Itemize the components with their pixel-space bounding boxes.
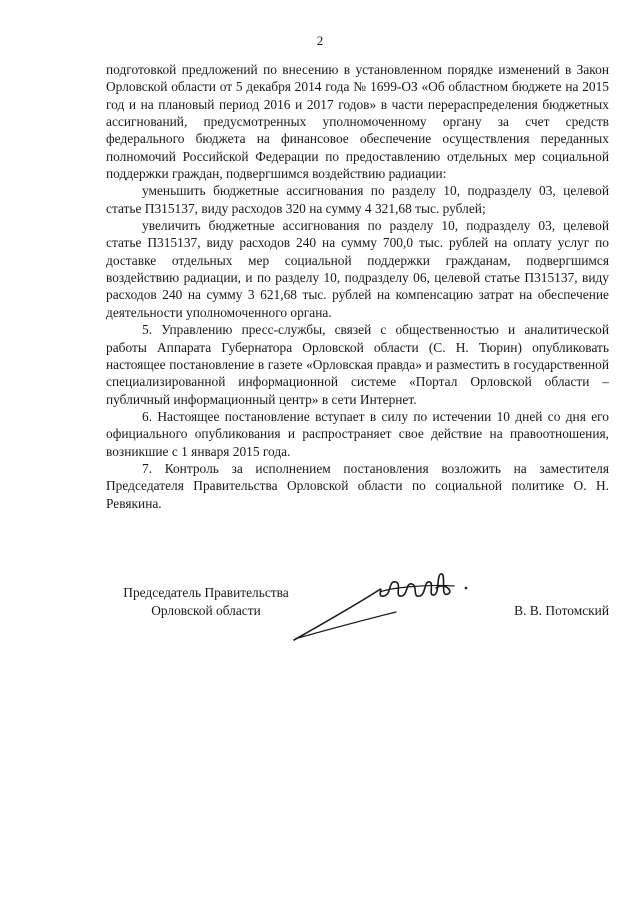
handwritten-signature: [284, 568, 474, 648]
paragraph-item-7: 7. Контроль за исполнением постановления возложить на заместителя Председателя Правительства Орловской области по социальной политике О. Н. Ревякина.: [106, 460, 609, 511]
signer-position-line2: Орловской области: [151, 603, 261, 618]
signer-name: В. В. Потомский: [514, 603, 609, 618]
paragraph-decrease: уменьшить бюджетные ассигнования по разделу 10, подразделу 03, целевой статье П315137, виду расходов 320 на сумму 4 321,68 тыс. рублей;: [106, 183, 609, 216]
document-body: [106, 61, 609, 512]
signer-position: [106, 584, 306, 620]
paragraph-intro: подготовкой предложений по внесению в установленном порядке изменений в Закон Орловской области от 5 декабря 2014 года № 1699-ОЗ «Об областном бюджете на 2015 год и на плановый период 2016 и 2017 годов» в части перераспределения бюджетных ассигнований, предусмотренных уполномоченному органу за счет средств федерального бюджета на финансовое обеспечение осуществления переданных полномочий Российской Федерации по предоставлению отдельных мер социальной поддержки граждан, подвергшимся воздействию радиации:: [106, 62, 609, 182]
signature-block: [106, 584, 609, 654]
paragraph-item-6: 6. Настоящее постановление вступает в силу по истечении 10 дней со дня его официального опубликования и распространяет свое действие на правоотношения, возникшие с 1 января 2015 года.: [106, 408, 609, 459]
paragraph-increase: увеличить бюджетные ассигнования по разделу 10, подразделу 03, целевой статье П315137, виду расходов 240 на сумму 700,0 тыс. рублей на оплату услуг по доставке отдельных мер социальной поддержки гражданам, подвергшимся воздействию радиации, и по разделу 10, подразделу 06, целевой статье П315137, виду расходов 240 на сумму 3 621,68 тыс. рублей на компенсацию затрат на обеспечение деятельности уполномоченного органа.: [106, 218, 609, 320]
page-number: 2: [316, 33, 324, 48]
signer-position-line1: Председатель Правительства: [123, 585, 289, 600]
paragraph-item-5: 5. Управлению пресс-службы, связей с общественностью и аналитической работы Аппарата Губернатора Орловской области (С. Н. Тюрин) опубликовать настоящее постановление в газете «Орловская правда» и разместить в государственной специализированной информационной системе «Портал Орловской области – публичный информационный центр» в сети Интернет.: [106, 322, 609, 407]
